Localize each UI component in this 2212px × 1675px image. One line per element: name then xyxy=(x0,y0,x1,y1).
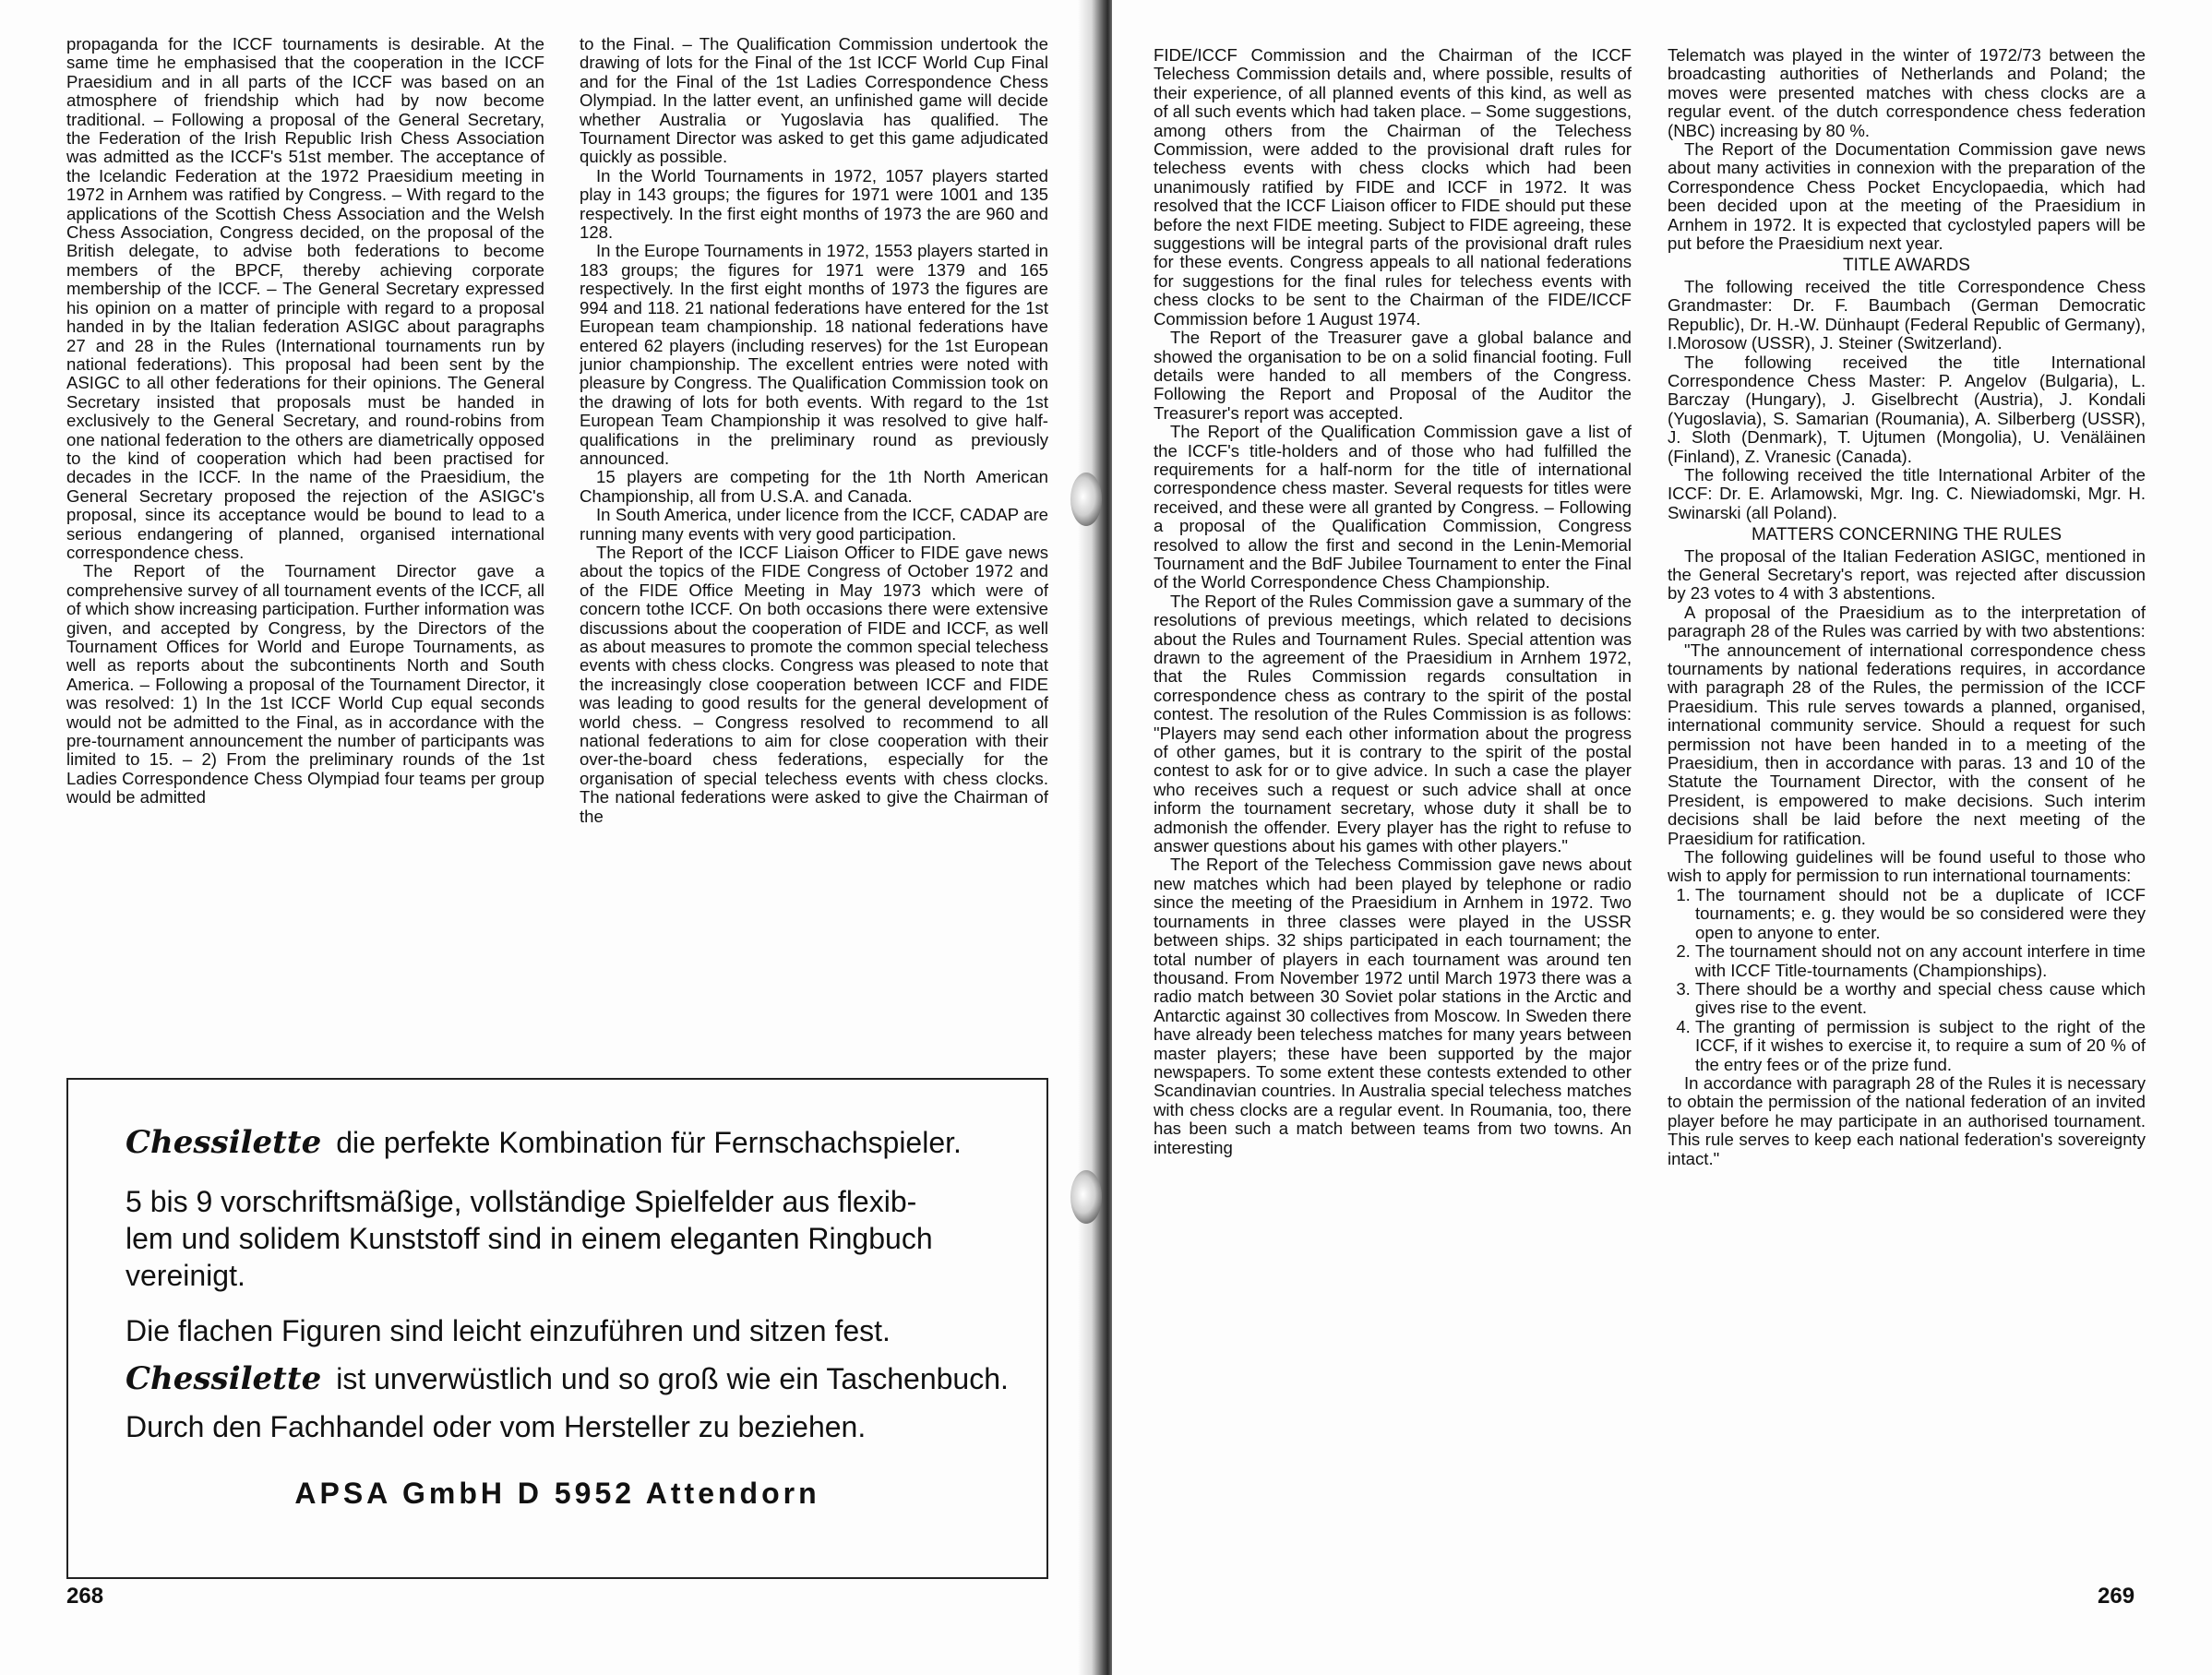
advert-line: lem und solidem Kunststoff sind in einem eleganten Ringbuch xyxy=(126,1222,933,1255)
paragraph: The Report of the Treasurer gave a global balance and showed the organisation to be on a solid financial footing. Full details were handed to all members of the Congress. Following the Report and Proposal of the Auditor the Treasurer's report was accepted. xyxy=(1154,328,1632,423)
guidelines-list xyxy=(1668,886,2146,1074)
page-number: 269 xyxy=(2098,1584,2135,1609)
paragraph: The Report of the Rules Commission gave a summary of the resolutions of previous meetings, which related to decisions about the Rules and Tournament Rules. Special attention was drawn to the agreement of the Praesidium in Arnhem 1972, that the Rules Commission regards consultation in correspondence chess as contrary to the spirit of the postal contest. The resolution of the Rules Commission is as follows: "Players may send each other information about the progress of other games, but it is contrary to the spirit of the postal contest to ask for or to give advice. In such a case the player who receives such a request or such advice shall at once inform the tournament secretary, whose duty it shall be to admonish the offender. Every player has the right to refuse to answer questions about his games with other players." xyxy=(1154,591,1632,856)
paragraph: The following guidelines will be found useful to those who wish to apply for permission to run international tournaments: xyxy=(1668,847,2146,886)
paragraph: The Report of the Documentation Commission gave news about many activities in connexion with the preparation of the Correspondence Chess Pocket Encyclopaedia, which had been decided upon at the meeting of the Praesidium in Arnhem in 1972. It is expected that cyclostyled papers will be put before the Praesidium next year. xyxy=(1668,139,2146,254)
paragraph: Telematch was played in the winter of 1972/73 between the broadcasting authorities of Netherlands and Poland; the moves were presented matches with chess clocks are a regular event. of the dutch correspondence chess federation (NBC) increasing by 80 %. xyxy=(1668,46,2146,140)
section-heading: TITLE AWARDS xyxy=(1843,256,1970,276)
binding-hole-icon xyxy=(1070,1170,1102,1224)
paragraph: propaganda for the ICCF tournaments is desirable. At the same time he emphasised that the cooperation in the ICCF Praesidium and in all parts of the ICCF was based on an atmosphere of friendship which had by now become traditional. – Following a proposal of the General Secretary, the Federation of the Irish Republic Irish Chess Association was admitted as the ICCF's 51st member. The acceptance of the Icelandic Federation at the 1972 Praesidium meeting in 1972 in Arnhem was ratified by Congress. – With regard to the applications of the Scottish Chess Association and the Welsh Chess Association, Congress decided, on the proposal of the British delegate, to advise both federations to become members of the BPCF, thereby achieving corporate membership of the ICCF. – The General Secretary expressed his opinion on a matter of principle with regard to a proposal handed in by the Italian federation ASIGC about paragraphs 27 and 28 in the Rules (International tournaments run by national federations). This proposal had been sent by the ASIGC to all other federations for their opinions. The General Secretary insisted that proposals must be handed in exclusively to the General Secretary, and round-robins from one national federation to the others are diametrically opposed to the kind of cooperation which had been practised for decades in the ICCF. In the name of the Praesidium, the General Secretary proposed the rejection of the ASIGC's proposal, since its acceptance would be bound to lead to a serious endangering of planned, organised international correspondence chess. xyxy=(66,35,544,562)
left-column-2 xyxy=(580,35,1048,1067)
paragraph: The Report of the ICCF Liaison Officer to FIDE gave news about the topics of the FIDE Congress of October 1972 and of the FIDE Office Meeting in May 1973 which were of concern tothe ICCF. On both occasions there were extensive discussions about the cooperation of FIDE and ICCF, as well as about measures to promote the common special telechess events with chess clocks. Congress was pleased to note that the increasingly close cooperation between ICCF and FIDE was leading to good results for the general development of world chess. – Congress resolved to recommend to all national federations to aim for close cooperation with their over-the-board chess federations, especially for the organisation of special telechess events with chess clocks. The national federations were asked to give the Chairman of the xyxy=(580,542,1048,826)
binding-hole-icon xyxy=(1070,473,1102,526)
right-page xyxy=(1112,0,2212,1675)
paragraph: 15 players are competing for the 1th North American Championship, all from U.S.A. and Canada. xyxy=(580,467,1048,506)
advertisement-box xyxy=(66,1078,1048,1579)
section-heading: MATTERS CONCERNING THE RULES xyxy=(1751,525,2063,545)
paragraph: The Report of the Tournament Director gave a comprehensive survey of all tournament events of the ICCF, all of which show increasing participation. Further information was given, and accepted by Congress, by the Directors of the Tournament Offices for World and Europe Tournaments, as well as reports about the subcontinents North and South America. – Following a proposal of the Tournament Director, it was resolved: 1) In the 1st ICCF World Cup equal seconds would not be admitted to the Final, as in accordance with the pre-tournament announcement the number of participants was limited to 15. – 2) From the preliminary rounds of the 1st Ladies Correspondence Chess Olympiad four teams per group would be admitted xyxy=(66,561,544,808)
list-item: 1. The tournament should not be a duplicate of ICCF tournaments; e. g. they would be so considered were they open to anyone to enter. xyxy=(1695,886,2146,942)
page-number: 268 xyxy=(66,1584,104,1609)
paragraph: The Report of the Qualification Commission gave a list of the ICCF's title-holders and of those who had fulfilled the requirements for a half-norm for the title of international correspondence chess master. Several requests for titles were received, and these were all granted by Congress. – Following a proposal of the Qualification Commission, Congress resolved to allow the first and second in the Lenin-Memorial Tournament and the BdF Jubilee Tournament to enter the Final of the World Correspondence Chess Championship. xyxy=(1154,422,1632,592)
paragraph: The following received the title International Arbiter of the ICCF: Dr. E. Arlamowski, Mgr. Ing. C. Niewiadomski, Mgr. H. Swinarski (all Poland). xyxy=(1668,464,2146,522)
paragraph: In South America, under licence from the ICCF, CADAP are running many events with very good participation. xyxy=(580,505,1048,544)
list-item: 4. The granting of permission is subject to the right of the ICCF, if it wishes to exercise it, to require a sum of 20 % of the entry fees or of the prize fund. xyxy=(1695,1018,2146,1074)
advert-line: Die flachen Figuren sind leicht einzuführen und sitzen fest. xyxy=(126,1314,891,1347)
advert-line: Chessilette ist unverwüstlich und so groß wie ein Taschenbuch. xyxy=(126,1360,1009,1397)
paragraph: to the Final. – The Qualification Commission undertook the drawing of lots for the Final of the 1st ICCF World Cup Final and for the Final of the 1st Ladies Correspondence Chess Olympiad. In the latter event, an unfinished game will decide whether Australia or Yugoslavia has qualified. The Tournament Director was asked to get this game adjudicated quickly as possible. xyxy=(580,35,1048,167)
brand-logo: Chessilette xyxy=(126,1124,322,1161)
left-column-1 xyxy=(66,35,544,1067)
left-page xyxy=(0,0,1092,1675)
brand-logo: Chessilette xyxy=(126,1360,322,1397)
paragraph: A proposal of the Praesidium as to the interpretation of paragraph 28 of the Rules was carried by with two abstentions: xyxy=(1668,602,2146,641)
paragraph: In the World Tournaments in 1972, 1057 players started play in 143 groups; the figures for 1971 were 1001 and 135 respectively. In the first eight months of 1973 the are 960 and 128. xyxy=(580,165,1048,243)
advert-line: Chessilette die perfekte Kombination für Fernschachspieler. xyxy=(126,1124,962,1161)
list-item: 2. The tournament should not on any account interfere in time with ICCF Title-tournaments (Championships). xyxy=(1695,942,2146,980)
advert-line: Durch den Fachhandel oder vom Hersteller zu beziehen. xyxy=(126,1410,867,1443)
paragraph: In the Europe Tournaments in 1972, 1553 players started in 183 groups; the figures for 1971 were 1379 and 165 respectively. In the first eight months of 1973 the figures are 994 and 118. 21 national federations have entered for the 1st European team championship. 18 national federations have entered 62 players (including reserves) for the 1st European junior championship. The excellent entries were noted with pleasure by Congress. The Qualification Commission took on the drawing of lots for both events. With regard to the 1st European Team Championship it was resolved to give half-qualifications in the preliminary round as previously announced. xyxy=(580,241,1048,468)
paragraph: In accordance with paragraph 28 of the Rules it is necessary to obtain the permission of the national federation of an invited player before he may participate in an authorised tournament. This rule serves to keep each national federation's sovereignty intact." xyxy=(1668,1072,2146,1168)
paragraph: The Report of the Telechess Commission gave news about new matches which had been played by telephone or radio since the meeting of the Praesidium in Arnhem in 1972. Two tournaments in three classes were played in the USSR between ships. 32 ships participated in each tournament; the total number of players in each tournament was around ten thousand. From November 1972 until March 1973 there was a radio match between 30 Soviet polar stations in the Arctic and Antarctic against 30 collectives from Moscow. In Sweden there have already been telechess matches for many years between master players; these have been supported by the major newspapers. To some extent these contests extended to other Scandinavian countries. In Australia special telechess matches with chess clocks are a regular event. In Roumania, too, there has been such a match between teams from two towns. An interesting xyxy=(1154,855,1632,1157)
advert-line: 5 bis 9 vorschriftsmäßige, vollständige Spielfelder aus flexib- xyxy=(126,1185,917,1218)
advert-footer: APSA GmbH D 5952 Attendorn xyxy=(294,1477,820,1510)
right-column-1 xyxy=(1154,46,1632,1560)
paragraph: FIDE/ICCF Commission and the Chairman of the ICCF Telechess Commission details and, where possible, results of their experience, of all planned events of this kind, as well as of all such events which had taken place. – Some suggestions, among others from the Chairman of the Telechess Commission, were added to the provisional draft rules for telechess events with chess clocks which had been unanimously ratified by FIDE and ICCF in 1972. It was resolved that the ICCF Liaison officer to FIDE should put these before the next FIDE meeting. Subject to FIDE agreeing, these suggestions will be integral parts of the provisional draft rules for these events. Congress appeals to all national federations for suggestions for the final rules for telechess events with chess clocks to be sent to the Chairman of the FIDE/ICCF Commission before 1 August 1974. xyxy=(1154,46,1632,329)
right-column-2 xyxy=(1668,46,2146,1560)
list-item: 3. There should be a worthy and special chess cause which gives rise to the event. xyxy=(1695,980,2146,1018)
advert-line: vereinigt. xyxy=(126,1259,245,1292)
paragraph: The following received the title Correspondence Chess Grandmaster: Dr. F. Baumbach (German Democratic Republic), Dr. H.-W. Dünhaupt (Federal Republic of Germany), I.Morosow (USSR), J. Steiner (Switzerland). xyxy=(1668,276,2146,353)
paragraph: The proposal of the Italian Federation ASIGC, mentioned in the General Secretary's report, was rejected after discussion by 23 votes to 4 with 3 abstentions. xyxy=(1668,545,2146,604)
paragraph: "The announcement of international correspondence chess tournaments by national federations requires, in accordance with paragraph 28 of the Rules, the permission of the ICCF Praesidium. This rule serves towards a planned, organised, international community service. Should a request for such permission not have been handed in to a meeting of the Praesidium, then in accordance with paras. 13 and 10 of the Statute the Tournament Director, with the consent of he President, is empowered to make decisions. Such interim decisions shall be laid before the next meeting of the Praesidium for ratification. xyxy=(1668,640,2146,848)
paragraph: The following received the title International Correspondence Chess Master: P. Angelov (Bulgaria), L. Barczay (Hungary), J. Giselbrecht (Austria), J. Kondali (Yugoslavia), S. Samarian (Roumania), A. Silberberg (USSR), J. Sloth (Denmark), T. Ujtumen (Mongolia), U. Venäläinen (Finland), Z. Vranesic (Canada). xyxy=(1668,352,2146,466)
